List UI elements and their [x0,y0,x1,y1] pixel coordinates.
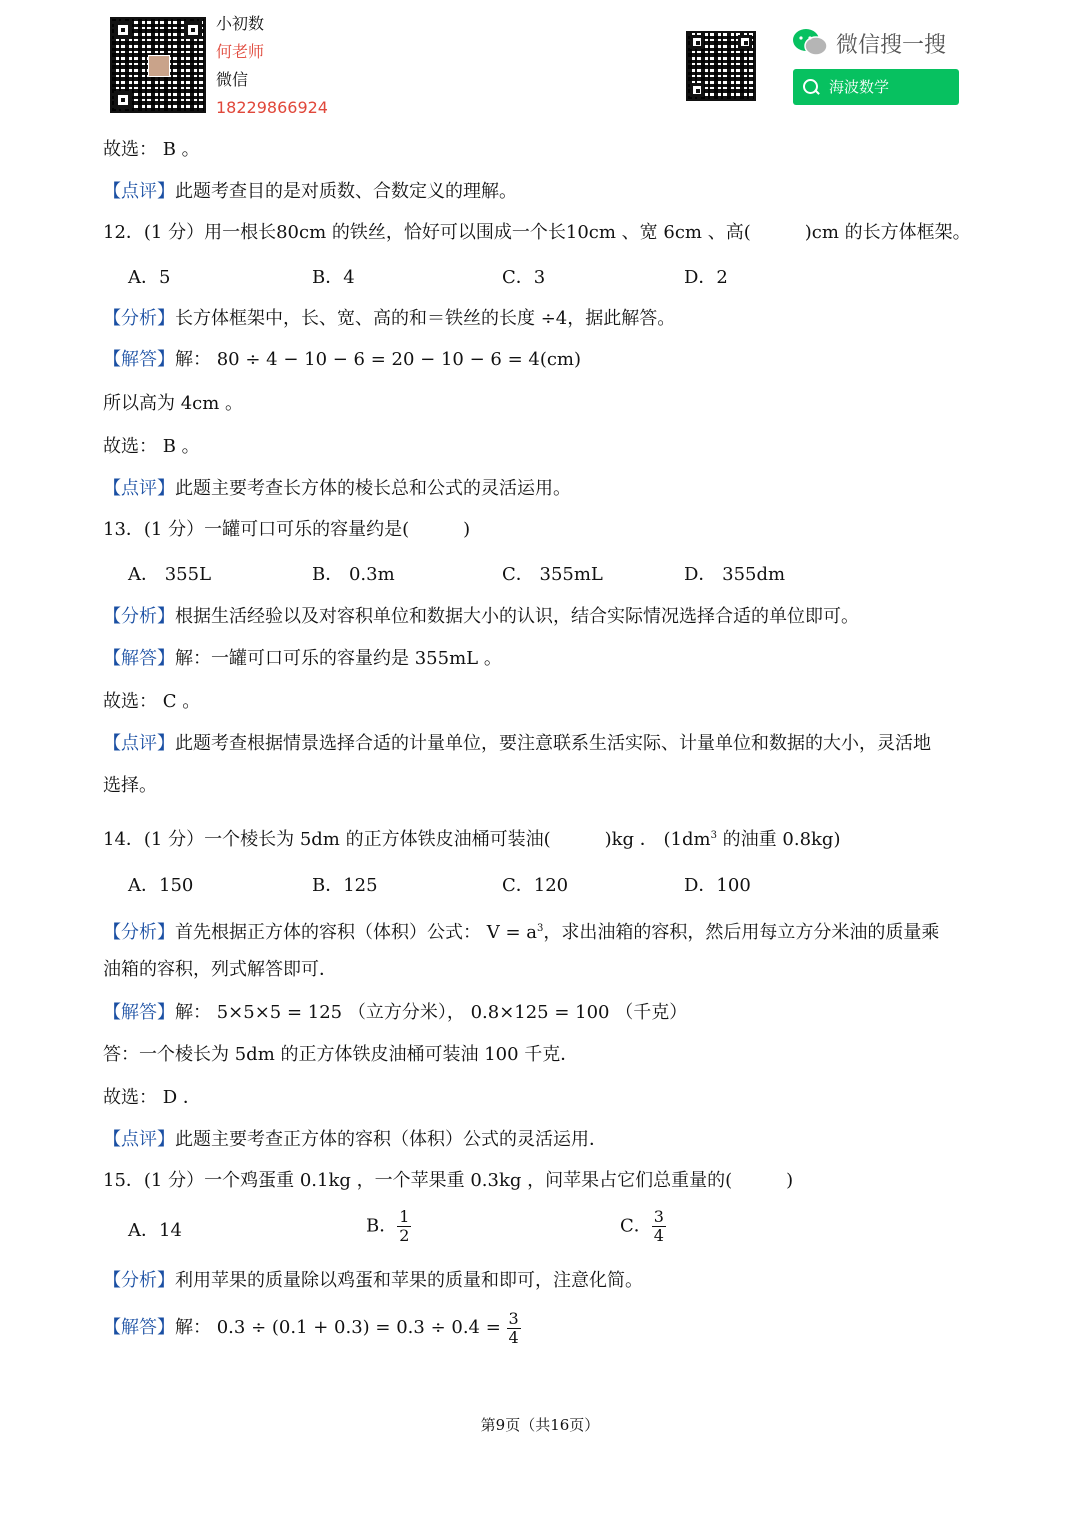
wechat-search-label: 微信搜一搜 [836,33,947,58]
solution-line [103,1308,521,1348]
choice-line: 故选： D ． [103,1087,201,1108]
option [620,1208,666,1245]
analysis-text: 利用苹果的质量除以鸡蛋和苹果的质量和即可，注意化简。 [175,1270,643,1291]
analysis-tag: 【分析】 [103,1270,175,1291]
option-label: B． [366,1215,398,1237]
comment-line [103,732,931,756]
question-14 [103,824,840,852]
fraction-numerator: 1 [399,1207,410,1226]
analysis-text: 首先根据正方体的容积（体积）公式： V = a [175,922,537,943]
contact-line-3: 微信 [216,70,249,89]
solution-tag: 【解答】 [103,648,175,669]
question-text: 14．(1 分）一个棱长为 5dm 的正方体铁皮油桶可装油( )kg ． (1dm [103,829,711,850]
fraction [397,1208,411,1245]
comment-line [103,180,517,204]
contact-qr-code [110,17,206,113]
question-15: 15．(1 分）一个鸡蛋重 0.1kg ，一个苹果重 0.3kg ，问苹果占它们总重量的( ) [103,1170,794,1191]
fraction [507,1310,521,1347]
contact-line-1: 小初数 [216,14,265,33]
option: A．150 [128,875,194,896]
analysis-text: 长方体框架中，长、宽、高的和＝铁丝的长度 ÷4，据此解答。 [175,308,676,329]
comment-tag: 【点评】 [103,181,175,202]
option: D．100 [684,875,751,896]
solution-text: 解： 80 ÷ 4 − 10 − 6 = 20 − 10 − 6 = 4(cm) [175,349,582,370]
solution-tag: 【解答】 [103,349,175,370]
solution-line [103,647,502,671]
solution-tag: 【解答】 [103,1317,175,1338]
solution-line [103,1001,687,1025]
solution-text: 解：一罐可口可乐的容量约是 355mL 。 [175,648,502,669]
question-12: 12．(1 分）用一根长80cm 的铁丝，恰好可以围成一个长10cm 、宽 6cm 、高( )cm 的长方体框架。 [103,222,971,243]
comment-text: 此题考查目的是对质数、合数定义的理解。 [175,181,517,202]
option: C．3 [502,267,546,288]
analysis-line [103,307,675,331]
fraction-denominator: 4 [653,1226,664,1245]
comment-text: 此题考查根据情景选择合适的计量单位，要注意联系生活实际、计量单位和数据的大小，灵活地 [175,733,931,754]
contact-line-2: 何老师 [216,42,265,61]
option-label: C． [620,1215,652,1237]
analysis-continuation: 油箱的容积，列式解答即可． [103,959,337,980]
superscript: 3 [536,923,544,934]
comment-tag: 【点评】 [103,1129,175,1150]
wechat-button-label: 海波数学 [829,78,890,96]
contact-phone: 18229866924 [216,98,328,117]
comment-tag: 【点评】 [103,733,175,754]
solution-text: 解： 5×5×5 = 125 （立方分米）， 0.8×125 = 100 （千克） [175,1002,688,1023]
option: A． 355L [128,564,212,585]
analysis-line [103,917,939,945]
analysis-tag: 【分析】 [103,606,175,627]
fraction-denominator: 2 [399,1226,410,1245]
wechat-logo-icon [792,28,828,58]
option: A．5 [128,267,171,288]
comment-text: 此题主要考查正方体的容积（体积）公式的灵活运用． [175,1129,607,1150]
analysis-tag: 【分析】 [103,922,175,943]
fraction [652,1208,666,1245]
option: D．2 [684,267,728,288]
option: B．4 [312,267,355,288]
fraction-denominator: 4 [508,1327,519,1347]
option: C． 355mL [502,564,603,585]
comment-text: 此题主要考查长方体的棱长总和公式的灵活运用。 [175,478,571,499]
option: D． 355dm [684,564,786,585]
analysis-text: 根据生活经验以及对容积单位和数据大小的认识，结合实际情况选择合适的单位即可。 [175,606,859,627]
analysis-tag: 【分析】 [103,308,175,329]
choice-line: 故选： B 。 [103,139,200,160]
analysis-text-tail: ，求出油箱的容积，然后用每立方分米油的质量乘 [543,922,940,943]
result-line: 所以高为 4cm 。 [103,393,244,414]
solution-tag: 【解答】 [103,1002,175,1023]
option [366,1208,411,1245]
analysis-line [103,605,859,629]
comment-line [103,1128,607,1152]
comment-tag: 【点评】 [103,478,175,499]
option: B．125 [312,875,378,896]
question-text-tail: 的油重 0.8kg) [716,829,841,850]
search-icon-handle [814,89,820,95]
choice-line: 故选： C 。 [103,691,201,712]
wechat-qr-code [686,31,756,101]
comment-line [103,477,571,501]
question-13: 13．(1 分）一罐可口可乐的容量约是( ) [103,519,471,540]
fraction-numerator: 3 [508,1308,519,1328]
fraction-numerator: 3 [653,1207,664,1226]
choice-line: 故选： B 。 [103,436,200,457]
answer-line: 答：一个棱长为 5dm 的正方体铁皮油桶可装油 100 千克． [103,1044,579,1065]
comment-continuation: 选择。 [103,775,157,796]
option: A．14 [128,1220,182,1241]
page-footer: 第9页（共16页） [480,1416,600,1434]
solution-line [103,348,581,372]
option: C．120 [502,875,569,896]
superscript: 3 [710,830,717,841]
wechat-search-button[interactable] [793,69,959,105]
analysis-line [103,1269,643,1293]
option: B． 0.3m [312,564,395,585]
solution-text: 解： 0.3 ÷ (0.1 + 0.3) = 0.3 ÷ 0.4 = [175,1317,501,1338]
